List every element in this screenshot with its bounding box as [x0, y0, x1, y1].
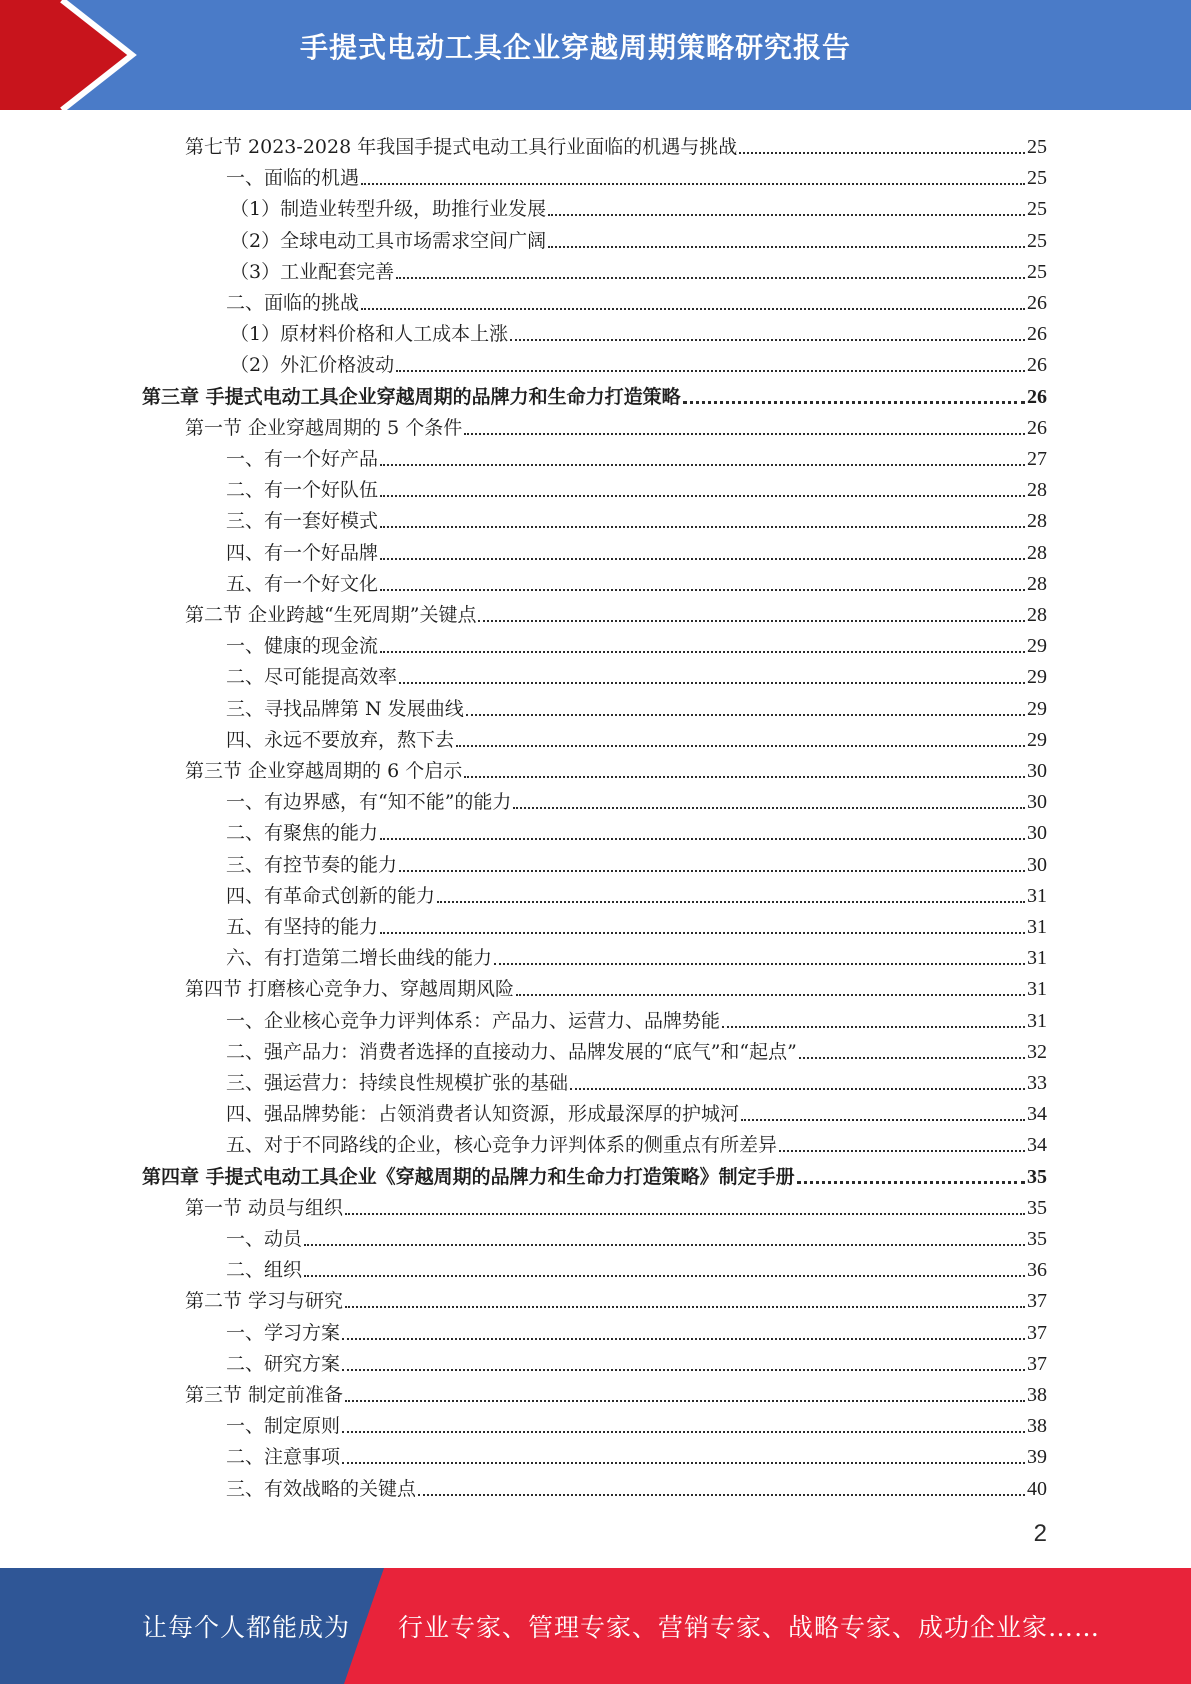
toc-entry-page: 37 [1027, 1352, 1047, 1375]
toc-subsection-entry[interactable] [226, 534, 1047, 565]
toc-entry-page: 31 [1027, 916, 1047, 938]
toc-dot-leader [380, 463, 1025, 466]
toc-entry-page: 31 [1027, 1009, 1047, 1032]
toc-entry-page: 26 [1027, 385, 1047, 408]
toc-entry-page: 28 [1027, 572, 1047, 595]
toc-entry-page: 28 [1027, 479, 1047, 502]
toc-entry-page: 27 [1027, 448, 1047, 470]
toc-dot-leader [304, 1274, 1025, 1277]
toc-subsection-entry[interactable] [230, 315, 1047, 346]
toc-subsection-entry[interactable] [226, 1251, 1047, 1282]
toc-subsection-entry[interactable] [226, 1064, 1047, 1095]
toc-dot-leader [399, 869, 1025, 872]
toc-subsection-entry[interactable] [226, 690, 1047, 721]
header-red-arrow [0, 0, 132, 110]
toc-entry-title: （2）全球电动工具市场需求空间广阔 [230, 229, 547, 252]
toc-dot-leader [516, 993, 1025, 996]
toc-entry-title: 一、企业核心竞争力评判体系：产品力、运营力、品牌势能 [226, 1009, 721, 1032]
toc-entry-page: 34 [1027, 1134, 1047, 1157]
toc-dot-leader [380, 557, 1025, 560]
toc-entry-page: 26 [1027, 292, 1047, 314]
toc-subsection-entry[interactable] [230, 253, 1047, 284]
toc-entry-title: 一、学习方案 [226, 1321, 341, 1344]
toc-dot-leader [345, 1399, 1025, 1402]
toc-entry-title: 三、有效战略的关键点 [226, 1477, 417, 1500]
toc-entry-title: 二、注意事项 [226, 1446, 341, 1469]
toc-entry-title: 四、有一个好品牌 [226, 541, 379, 564]
toc-entry-page: 28 [1027, 604, 1047, 626]
toc-entry-page: 29 [1027, 697, 1047, 720]
toc-dot-leader [779, 1149, 1025, 1152]
toc-entry-title: 五、有坚持的能力 [226, 916, 379, 938]
toc-dot-leader [741, 1118, 1025, 1121]
toc-subsection-entry[interactable] [226, 1438, 1047, 1469]
toc-entry-title: 二、面临的挑战 [226, 292, 360, 314]
toc-entry-title: （1）制造业转型升级，助推行业发展 [230, 198, 547, 221]
toc-entry-page: 25 [1027, 136, 1047, 158]
toc-chapter-entry[interactable] [142, 1158, 1047, 1189]
toc-entry-page: 28 [1027, 510, 1047, 533]
toc-dot-leader [464, 775, 1025, 778]
toc-subsection-entry[interactable] [230, 346, 1047, 377]
toc-entry-title: 一、健康的现金流 [226, 635, 379, 658]
toc-entry-title: 二、研究方案 [226, 1352, 341, 1375]
toc-entry-page: 31 [1027, 978, 1047, 1001]
toc-entry-page: 37 [1027, 1290, 1047, 1313]
toc-entry-page: 30 [1027, 760, 1047, 782]
toc-entry-title: 第七节 2023-2028 年我国手提式电动工具行业面临的机遇与挑战 [185, 136, 738, 158]
toc-entry-title: 四、永远不要放弃，熬下去 [226, 728, 455, 751]
toc-dot-leader [464, 432, 1025, 435]
toc-section-entry[interactable] [185, 1189, 1047, 1220]
toc-entry-page: 26 [1027, 416, 1047, 439]
toc-dot-leader [396, 276, 1025, 279]
toc-subsection-entry[interactable] [226, 627, 1047, 658]
toc-entry-title: 六、有打造第二增长曲线的能力 [226, 947, 493, 970]
toc-section-entry[interactable] [185, 128, 1047, 159]
toc-entry-page: 30 [1027, 853, 1047, 876]
toc-subsection-entry[interactable] [226, 1002, 1047, 1033]
toc-entry-title: 第三节 企业穿越周期的 6 个启示 [185, 760, 463, 782]
toc-subsection-entry[interactable] [226, 1470, 1047, 1501]
toc-entry-page: 35 [1027, 1228, 1047, 1250]
toc-dot-leader [494, 962, 1025, 965]
toc-entry-title: 二、组织 [226, 1259, 303, 1282]
toc-dot-leader [380, 931, 1025, 934]
footer-slogan-roles: 行业专家、管理专家、营销专家、战略专家、成功企业家…… [398, 1613, 1101, 1642]
toc-entry-title: 一、制定原则 [226, 1415, 341, 1438]
toc-entry-page: 29 [1027, 728, 1047, 751]
toc-entry-page: 35 [1027, 1165, 1047, 1188]
toc-entry-title: 第二节 学习与研究 [185, 1290, 344, 1313]
toc-subsection-entry[interactable] [226, 159, 1047, 190]
toc-subsection-entry[interactable] [226, 440, 1047, 471]
toc-entry-title: 五、对于不同路线的企业，核心竞争力评判体系的侧重点有所差异 [226, 1134, 778, 1157]
toc-subsection-entry[interactable] [226, 658, 1047, 689]
toc-dot-leader [799, 1056, 1025, 1059]
toc-entry-title: 一、有一个好产品 [226, 448, 379, 470]
toc-subsection-entry[interactable] [226, 721, 1047, 752]
toc-dot-leader [739, 151, 1025, 154]
toc-section-entry[interactable] [185, 752, 1047, 783]
toc-subsection-entry[interactable] [226, 846, 1047, 877]
toc-subsection-entry[interactable] [226, 877, 1047, 908]
toc-section-entry[interactable] [185, 596, 1047, 627]
toc-entry-title: 第四节 打磨核心竞争力、穿越周期风险 [185, 978, 515, 1001]
toc-dot-leader [361, 182, 1025, 185]
toc-entry-page: 40 [1027, 1477, 1047, 1500]
toc-subsection-entry[interactable] [226, 565, 1047, 596]
toc-entry-page: 37 [1027, 1321, 1047, 1344]
toc-dot-leader [304, 1243, 1025, 1246]
toc-dot-leader [478, 619, 1025, 622]
toc-subsection-entry[interactable] [226, 814, 1047, 845]
toc-dot-leader [418, 1493, 1025, 1496]
toc-subsection-entry[interactable] [226, 471, 1047, 502]
toc-subsection-entry[interactable] [230, 190, 1047, 221]
toc-entry-page: 39 [1027, 1446, 1047, 1469]
toc-subsection-entry[interactable] [226, 939, 1047, 970]
toc-subsection-entry[interactable] [226, 783, 1047, 814]
toc-entry-title: 第三章 手提式电动工具企业穿越周期的品牌力和生命力打造策略 [142, 385, 681, 408]
toc-dot-leader [380, 494, 1025, 497]
toc-entry-page: 25 [1027, 198, 1047, 221]
toc-entry-title: 五、有一个好文化 [226, 572, 379, 595]
toc-dot-leader [345, 1305, 1025, 1308]
toc-dot-leader [380, 588, 1025, 591]
toc-entry-title: 第三节 制定前准备 [185, 1384, 344, 1406]
toc-entry-page: 36 [1027, 1259, 1047, 1282]
toc-entry-title: （2）外汇价格波动 [230, 354, 395, 377]
toc-entry-page: 25 [1027, 229, 1047, 252]
toc-entry-title: （3）工业配套完善 [230, 260, 395, 283]
toc-entry-page: 26 [1027, 323, 1047, 346]
toc-entry-page: 29 [1027, 635, 1047, 658]
toc-dot-leader [683, 400, 1025, 404]
toc-entry-title: 二、强产品力：消费者选择的直接动力、品牌发展的“底气”和“起点” [226, 1040, 797, 1063]
toc-dot-leader [510, 338, 1025, 341]
footer-slogan-lead: 让每个人都能成为 [142, 1613, 351, 1642]
page-number: 2 [1033, 1520, 1047, 1547]
toc-entry-page: 30 [1027, 822, 1047, 845]
toc-entry-title: 三、有一套好模式 [226, 510, 379, 533]
toc-subsection-entry[interactable] [226, 1407, 1047, 1438]
toc-section-entry[interactable] [185, 1376, 1047, 1407]
toc-dot-leader [396, 369, 1025, 372]
toc-entry-title: 二、有聚焦的能力 [226, 822, 379, 845]
toc-dot-leader [437, 900, 1025, 903]
toc-entry-title: 二、尽可能提高效率 [226, 666, 398, 689]
toc-entry-page: 32 [1027, 1040, 1047, 1063]
toc-entry-page: 31 [1027, 947, 1047, 970]
toc-entry-title: 四、强品牌势能：占领消费者认知资源，形成最深厚的护城河 [226, 1103, 740, 1126]
toc-subsection-entry[interactable] [226, 1345, 1047, 1376]
toc-entry-title: 三、寻找品牌第 N 发展曲线 [226, 697, 464, 720]
toc-subsection-entry[interactable] [226, 1095, 1047, 1126]
toc-subsection-entry[interactable] [226, 1314, 1047, 1345]
toc-section-entry[interactable] [185, 409, 1047, 440]
toc-subsection-entry[interactable] [226, 1033, 1047, 1064]
toc-subsection-entry[interactable] [226, 502, 1047, 533]
toc-subsection-entry[interactable] [226, 284, 1047, 315]
toc-dot-leader [342, 1337, 1025, 1340]
toc-entry-page: 31 [1027, 884, 1047, 907]
toc-dot-leader [342, 1430, 1025, 1433]
toc-dot-leader [570, 1087, 1025, 1090]
toc-entry-title: 第四章 手提式电动工具企业《穿越周期的品牌力和生命力打造策略》制定手册 [142, 1165, 795, 1188]
toc-entry-page: 38 [1027, 1415, 1047, 1438]
toc-subsection-entry[interactable] [226, 908, 1047, 939]
toc-entry-page: 25 [1027, 260, 1047, 283]
toc-entry-title: （1）原材料价格和人工成本上涨 [230, 323, 509, 346]
toc-entry-title: 一、有边界感，有“知不能”的能力 [226, 791, 512, 814]
toc-dot-leader [380, 837, 1025, 840]
toc-subsection-entry[interactable] [226, 1220, 1047, 1251]
toc-entry-page: 34 [1027, 1103, 1047, 1126]
toc-dot-leader [342, 1461, 1025, 1464]
document-title: 手提式电动工具企业穿越周期策略研究报告 [300, 31, 852, 64]
toc-entry-page: 28 [1027, 541, 1047, 564]
toc-subsection-entry[interactable] [230, 222, 1047, 253]
toc-entry-title: 一、面临的机遇 [226, 167, 360, 190]
toc-dot-leader [797, 1180, 1025, 1184]
toc-dot-leader [548, 213, 1025, 216]
toc-section-entry[interactable] [185, 970, 1047, 1001]
toc-entry-title: 第一节 企业穿越周期的 5 个条件 [185, 416, 463, 439]
toc-dot-leader [513, 806, 1025, 809]
toc-entry-page: 30 [1027, 791, 1047, 814]
toc-entry-title: 四、有革命式创新的能力 [226, 884, 436, 907]
toc-entry-title: 第二节 企业跨越“生死周期”关键点 [185, 604, 477, 626]
toc-dot-leader [466, 713, 1025, 716]
toc-dot-leader [399, 681, 1025, 684]
toc-entry-title: 三、有控节奏的能力 [226, 853, 398, 876]
toc-subsection-entry[interactable] [226, 1126, 1047, 1157]
toc-dot-leader [342, 1368, 1025, 1371]
toc-entry-page: 26 [1027, 354, 1047, 377]
toc-dot-leader [380, 525, 1025, 528]
toc-dot-leader [361, 307, 1025, 310]
toc-entry-page: 38 [1027, 1384, 1047, 1406]
toc-entry-title: 二、有一个好队伍 [226, 479, 379, 502]
toc-dot-leader [456, 744, 1025, 747]
toc-entry-page: 25 [1027, 167, 1047, 190]
toc-entry-page: 35 [1027, 1196, 1047, 1219]
toc-entry-page: 29 [1027, 666, 1047, 689]
toc-chapter-entry[interactable] [142, 378, 1047, 409]
toc-entry-title: 三、强运营力：持续良性规模扩张的基础 [226, 1072, 569, 1094]
toc-dot-leader [380, 650, 1025, 653]
toc-entry-title: 一、动员 [226, 1228, 303, 1250]
toc-dot-leader [722, 1025, 1025, 1028]
toc-section-entry[interactable] [185, 1282, 1047, 1313]
toc-entry-title: 第一节 动员与组织 [185, 1196, 344, 1219]
toc-dot-leader [345, 1212, 1025, 1215]
toc-entry-page: 33 [1027, 1072, 1047, 1094]
toc-dot-leader [548, 245, 1025, 248]
